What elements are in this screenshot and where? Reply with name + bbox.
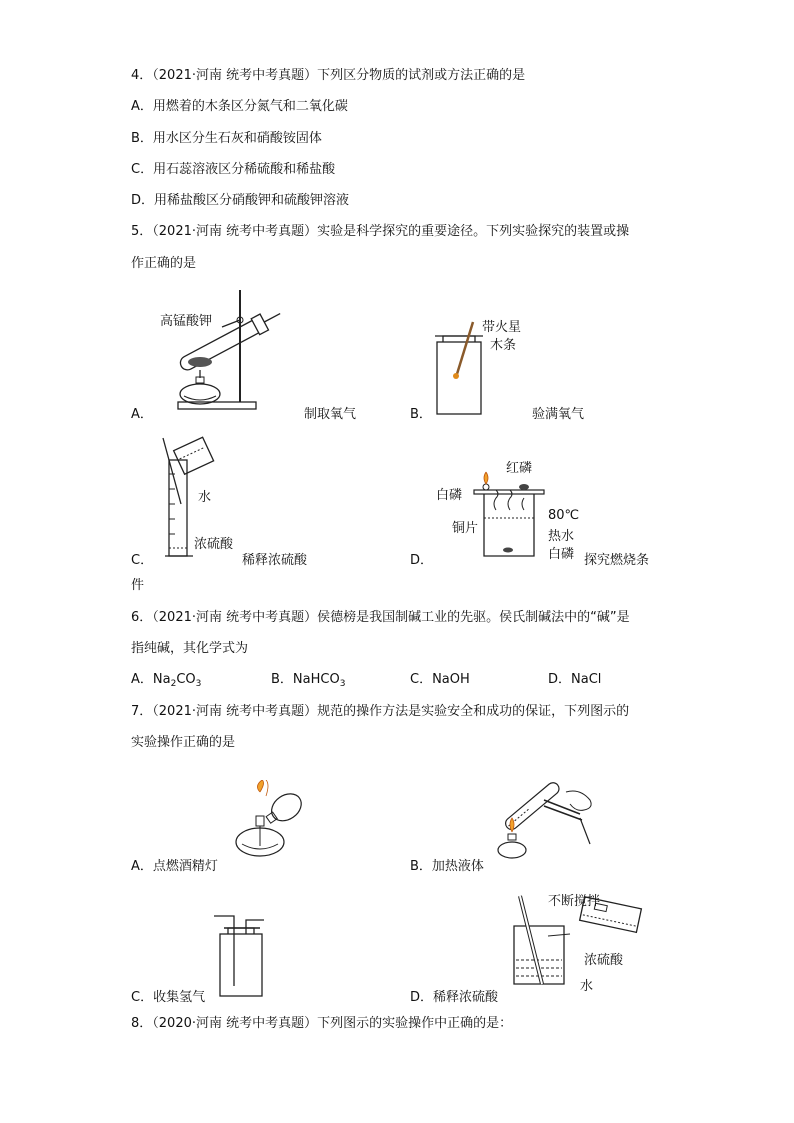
q5-b-label-glowing: 带火星 bbox=[482, 320, 522, 335]
q5-figure-a bbox=[150, 282, 310, 417]
q5-a-label-kmno4: 高锰酸钾 bbox=[160, 314, 213, 329]
q5-figure-b bbox=[435, 318, 485, 416]
q6-option-c: C．NaOH bbox=[410, 672, 470, 687]
q7-option-c: C．收集氢气 bbox=[131, 990, 206, 1005]
q7-option-b: B．加热液体 bbox=[410, 859, 484, 874]
q5-c-caption: 稀释浓硫酸 bbox=[242, 553, 308, 568]
q5-d-label-red-p: 红磷 bbox=[506, 461, 533, 476]
q5-d-caption: 探究燃烧条 bbox=[584, 553, 650, 568]
q5-b-label-splint: 木条 bbox=[490, 338, 517, 353]
q5-d-label-white-p1: 白磷 bbox=[436, 488, 463, 503]
q6-option-d: D．NaCl bbox=[548, 672, 602, 687]
q5-d-label-hot-water: 热水 bbox=[548, 529, 575, 544]
q6-option-a: A．$Na_2CO_3$ bbox=[131, 672, 202, 689]
q4-stem: 4．（2021·河南 统考中考真题）下列区分物质的试剂或方法正确的是 bbox=[131, 68, 526, 83]
q7-stem-line1: 7．（2021·河南 统考中考真题）规范的操作方法是实验安全和成功的保证，下列图示的 bbox=[131, 704, 630, 719]
q7-stem-line2: 实验操作正确的是 bbox=[131, 735, 236, 750]
q5-c-letter: C． bbox=[131, 553, 154, 568]
q5-c-label-water: 水 bbox=[198, 490, 212, 505]
q6-option-b: B．NaHCO$_3$ bbox=[271, 672, 346, 689]
q4-option-a: A．用燃着的木条区分氮气和二氧化碳 bbox=[131, 99, 348, 114]
q6-stem-line1: 6．（2021·河南 统考中考真题）侯德榜是我国制碱工业的先驱。侯氏制碱法中的“碱”是 bbox=[131, 610, 630, 625]
q7-figure-c bbox=[212, 908, 268, 998]
q4-option-d: D．用稀盐酸区分硝酸钾和硫酸钾溶液 bbox=[131, 193, 350, 208]
q5-d-caption-cont: 件 bbox=[131, 578, 145, 593]
q5-b-caption: 验满氧气 bbox=[532, 407, 585, 422]
q5-figure-d bbox=[470, 470, 548, 562]
q4-option-c: C．用石蕊溶液区分稀硫酸和稀盐酸 bbox=[131, 162, 336, 177]
q6-stem-line2: 指纯碱，其化学式为 bbox=[131, 641, 249, 656]
q7-option-d: D．稀释浓硫酸 bbox=[410, 990, 499, 1005]
q5-c-label-acid: 浓硫酸 bbox=[194, 537, 234, 552]
q5-d-label-white-p2: 白磷 bbox=[548, 547, 575, 562]
q7-figure-a bbox=[230, 780, 310, 862]
q5-d-letter: D． bbox=[410, 553, 434, 568]
q5-stem-line2: 作正确的是 bbox=[131, 256, 197, 271]
q7-option-a: A．点燃酒精灯 bbox=[131, 859, 218, 874]
q5-d-label-copper: 铜片 bbox=[452, 521, 479, 536]
q5-b-letter: B． bbox=[410, 407, 432, 422]
q4-option-b: B．用水区分生石灰和硝酸铵固体 bbox=[131, 131, 322, 146]
q5-d-label-temp: 80℃ bbox=[548, 508, 580, 523]
q5-a-letter: A． bbox=[131, 407, 153, 422]
q5-stem-line1: 5．（2021·河南 统考中考真题）实验是科学探究的重要途径。下列实验探究的装置或操 bbox=[131, 224, 630, 239]
q8-stem: 8．（2020·河南 统考中考真题）下列图示的实验操作中正确的是： bbox=[131, 1016, 513, 1031]
q7-figure-b bbox=[490, 778, 600, 860]
q7-d-label-stir: 不断搅拌 bbox=[548, 894, 601, 909]
q7-d-label-water: 水 bbox=[580, 979, 594, 994]
q5-a-caption: 制取氧气 bbox=[304, 407, 357, 422]
q7-d-label-acid: 浓硫酸 bbox=[584, 953, 624, 968]
